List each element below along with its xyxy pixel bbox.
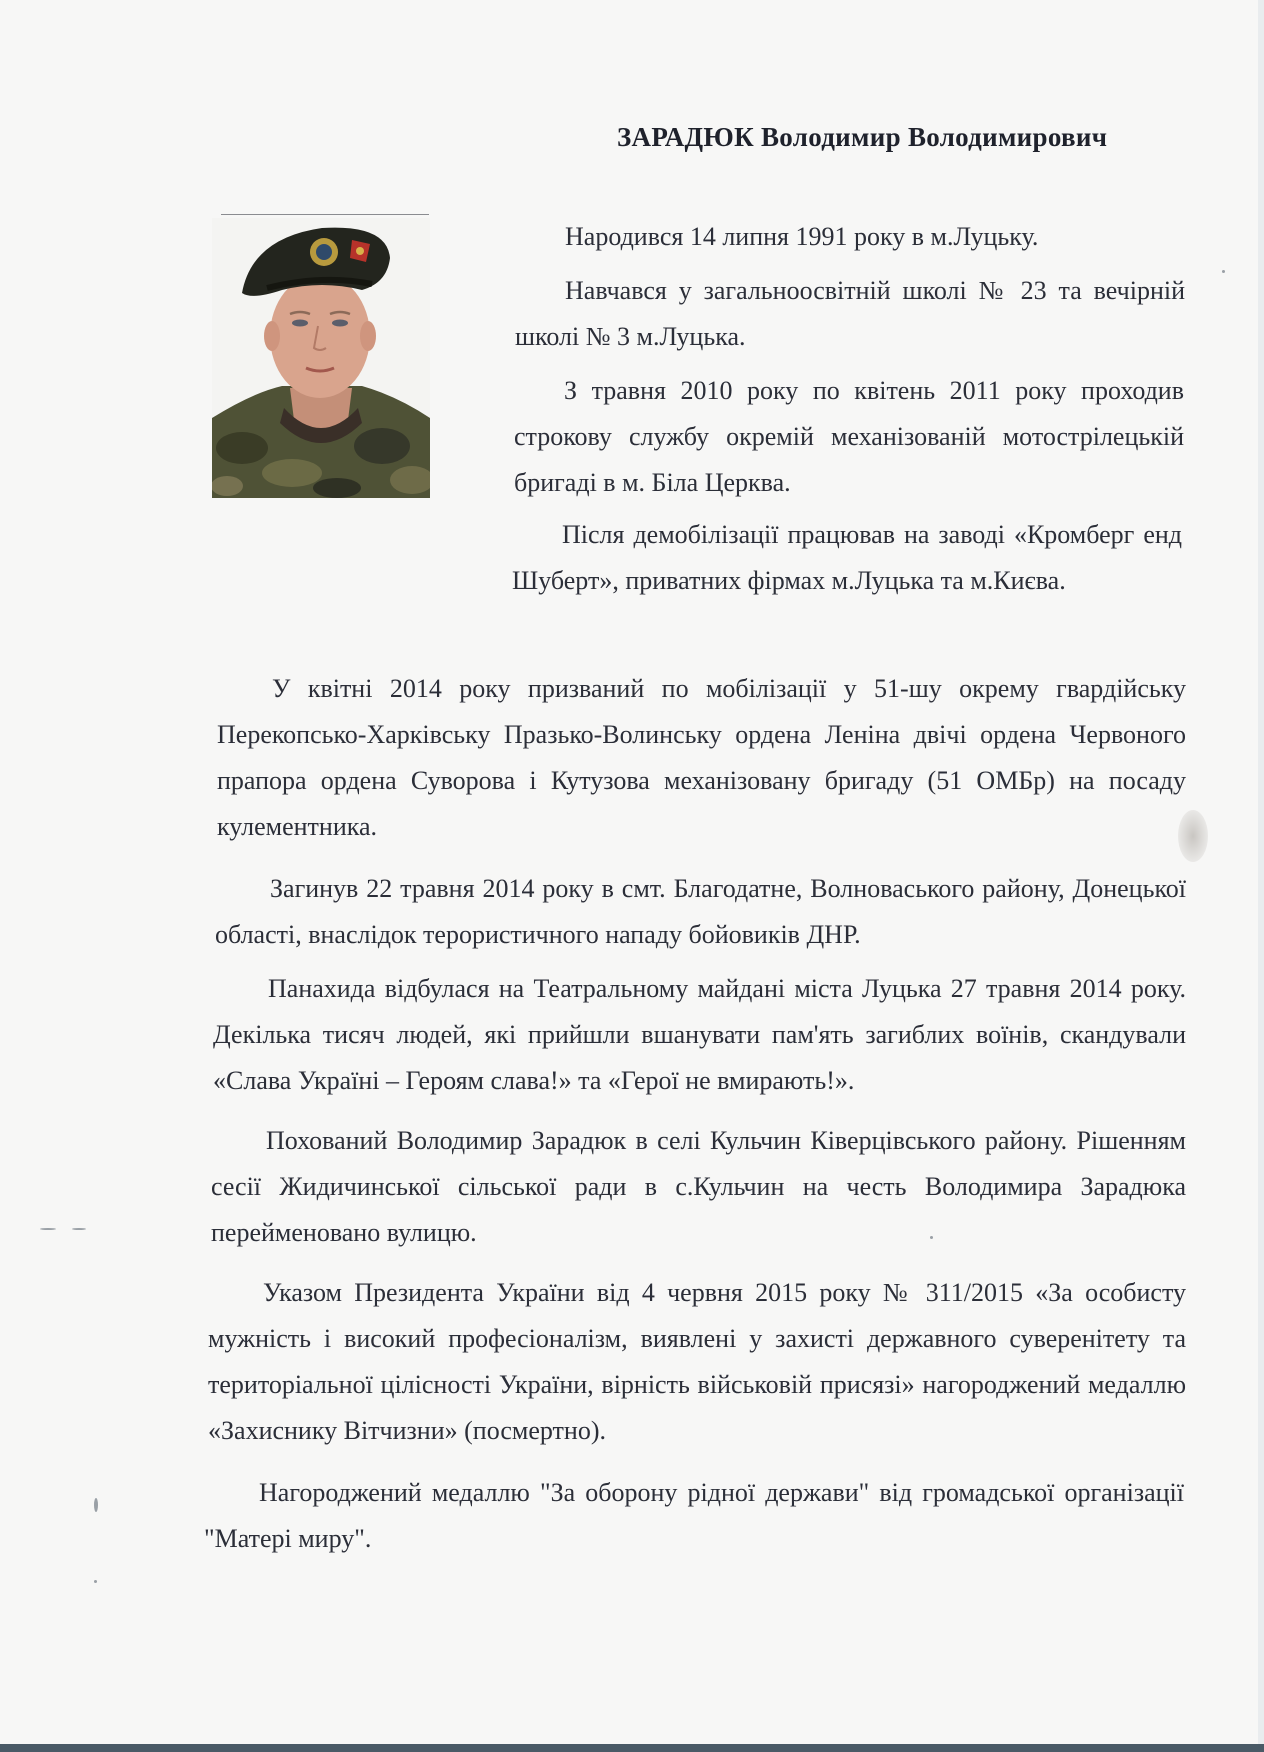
scan-speck xyxy=(1222,270,1225,273)
scan-speck xyxy=(930,1236,933,1239)
scan-speck xyxy=(94,1580,97,1583)
scan-edge-band xyxy=(0,1744,1264,1752)
bio-paragraph-birth: Народився 14 липня 1991 року в м.Луцьку. xyxy=(565,222,1039,251)
bio-paragraph-memorial: Панахида відбулася на Театральному майдані міста Луцька 27 травня 2014 року. Декілька тисяч людей, які прийшли вшанувати пам'ять загиблих воїнів, скандували «Слава Україні – Героям слава!» та «Герої не вмирають!». xyxy=(213,974,1186,1095)
bio-paragraph-work: Після демобілізації працював на заводі «Кромберг енд Шуберт», приватних фірмах м.Луцька та м.Києва. xyxy=(512,520,1182,595)
bio-paragraph-service: З травня 2010 року по квітень 2011 року проходив строкову службу окремій механізованій мотострілецькій бригаді в м. Біла Церква. xyxy=(514,376,1184,497)
scan-smudge xyxy=(1178,810,1208,862)
photo-divider xyxy=(221,214,429,215)
bio-paragraph-death: Загинув 22 травня 2014 року в смт. Благодатне, Волноваського району, Донецької області, внаслідок терористичного нападу бойовиків ДНР. xyxy=(215,874,1186,949)
bio-paragraph-medal: Нагороджений медаллю "За оборону рідної держави" від громадської організації "Матері миру". xyxy=(204,1478,1184,1553)
bio-paragraph-mobilization: У квітні 2014 року призваний по мобілізації у 51-шу окрему гвардійську Перекопсько-Харківську Празько-Волинську ордена Леніна двічі ордена Червоного прапора ордена Суворова і Кутузова механізовану бригаду (51 ОМБр) на посаду кулементника. xyxy=(217,674,1186,841)
bio-paragraph-decree: Указом Президента України від 4 червня 2015 року № 311/2015 «За особисту мужність і високий професіоналізм, виявлені у захисті державного суверенітету та територіальної цілісності України, вірність військовій присязі» нагороджений медаллю «Захиснику Вітчизни» (посмертно). xyxy=(208,1278,1186,1445)
bio-paragraph-education: Навчався у загальноосвітній школі № 23 та вечірній школі № 3 м.Луцька. xyxy=(515,276,1185,351)
scan-speck xyxy=(40,1228,56,1230)
scan-speck xyxy=(72,1228,86,1230)
scan-speck xyxy=(94,1498,98,1512)
portrait-photo-icon xyxy=(212,218,430,498)
document-title: ЗАРАДЮК Володимир Володимирович xyxy=(617,122,1108,152)
bio-paragraph-burial: Похований Володимир Зарадюк в селі Кульчин Ківерцівського району. Рішенням сесії Жидичинської сільської ради в с.Кульчин на честь Володимира Зарадюка перейменовано вулицю. xyxy=(211,1126,1186,1247)
